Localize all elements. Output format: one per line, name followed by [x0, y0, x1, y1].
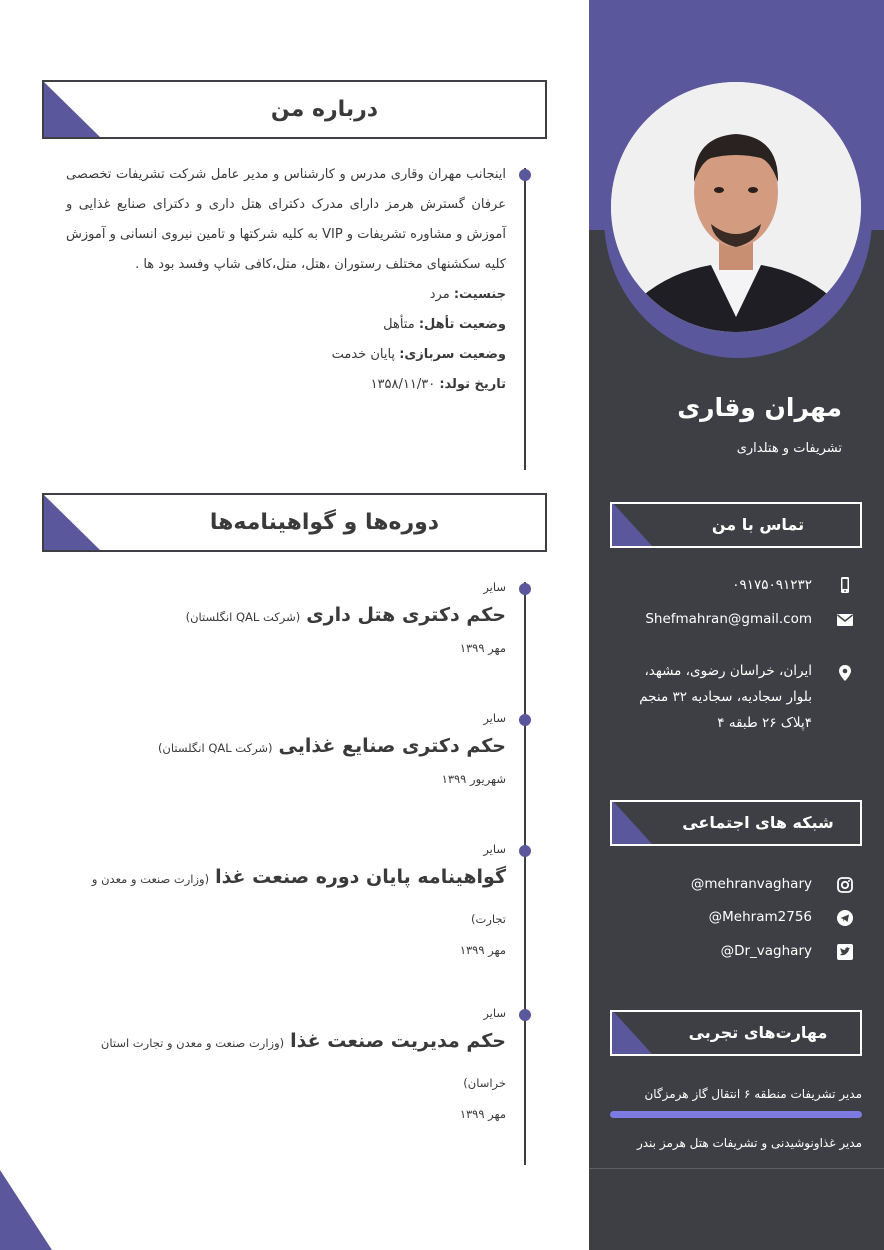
- profile-title: تشریفات و هتلداری: [736, 441, 842, 456]
- about-bio: اینجانب مهران وقاری مدرس و کارشناس و مدیر عامل شرکت تشریفات تخصصی عرفان گسترش هرمز دارای مدرک دکترای هتل داری و دکترای صنایع غذایی و آموزش و مشاوره تشریفات و VIP به کلیه شرکتها و تامین نیروی انسانی و آموزش کلیه سکشنهای مختلف رستوران ،هتل، متل،کافی شاپ وفسد بود ها .: [66, 167, 507, 272]
- social-twitter[interactable]: [632, 938, 812, 964]
- about-birth: [66, 370, 506, 400]
- course-item-3: [66, 840, 506, 962]
- gender-value: مرد: [429, 287, 450, 302]
- birth-value: ۱۳۵۸/۱۱/۳۰: [370, 377, 436, 392]
- course-category: سایر: [483, 711, 506, 725]
- gender-label: جنسیت:: [453, 287, 506, 302]
- contact-phone[interactable]: [632, 572, 812, 598]
- contact-heading-text: تماس با من: [711, 515, 805, 534]
- profile-photo: [611, 82, 861, 332]
- course-date: مهر ۱۳۹۹: [459, 641, 506, 655]
- instagram-value: @mehranvaghary: [690, 876, 812, 892]
- about-content: [66, 160, 506, 400]
- course-issuer: (شرکت QAL انگلستان): [157, 741, 273, 755]
- heading-triangle: [612, 800, 652, 844]
- marital-label: وضعیت تأهل:: [418, 317, 506, 332]
- course-title: حکم مدیریت صنعت غذا: [290, 1030, 506, 1052]
- skills-heading: [610, 1010, 862, 1056]
- course-item-4: [66, 1004, 506, 1126]
- about-gender: [66, 280, 506, 310]
- courses-heading-text: دوره‌ها و گواهینامه‌ها: [209, 510, 440, 535]
- course-title: حکم دکتری صنایع غذایی: [278, 735, 506, 757]
- military-label: وضعیت سربازی:: [399, 347, 506, 362]
- sidebar: [589, 0, 884, 1250]
- course-category: سایر: [483, 1006, 506, 1020]
- course-dot-1: [519, 583, 531, 595]
- skills-heading-text: مهارت‌های تجربی: [688, 1023, 828, 1042]
- heading-triangle: [612, 1010, 652, 1054]
- course-dot-2: [519, 714, 531, 726]
- heading-triangle: [44, 82, 100, 137]
- course-issuer: (شرکت QAL انگلستان): [185, 610, 301, 624]
- contact-email[interactable]: [632, 606, 812, 632]
- course-title-line: [66, 1022, 506, 1102]
- twitter-icon: [836, 943, 854, 961]
- heading-triangle: [44, 495, 100, 550]
- course-category: سایر: [483, 580, 506, 594]
- course-date: شهریور ۱۳۹۹: [441, 772, 506, 786]
- skill-label-1: مدیر تشریفات منطقه ۶ انتقال گاز هرمزگان: [644, 1087, 862, 1101]
- about-heading-text: درباره من: [270, 97, 379, 122]
- corner-decoration: [0, 1170, 52, 1250]
- military-value: پایان خدمت: [331, 347, 396, 362]
- course-item-2: [66, 709, 506, 791]
- telegram-icon: [836, 909, 854, 927]
- about-timeline-dot: [519, 169, 531, 181]
- course-title-line: [66, 727, 506, 767]
- course-title-line: [66, 858, 506, 938]
- birth-label: تاریخ تولد:: [439, 377, 506, 392]
- about-marital: [66, 310, 506, 340]
- contact-address: [632, 658, 812, 736]
- instagram-icon: [836, 876, 854, 894]
- phone-value: ۰۹۱۷۵۰۹۱۲۳۲: [732, 577, 812, 593]
- courses-timeline-line: [524, 582, 526, 1165]
- course-issuer: (وزارت صنعت و معدن و تجارت استان خراسان): [100, 1036, 506, 1090]
- avatar-illustration: [611, 82, 861, 332]
- profile-name: مهران وقاری: [677, 393, 842, 422]
- course-dot-3: [519, 845, 531, 857]
- course-category: سایر: [483, 842, 506, 856]
- skill-bar-fill: [610, 1111, 862, 1118]
- course-issuer: (وزارت صنعت و معدن و تجارت): [91, 872, 506, 926]
- heading-triangle: [612, 502, 652, 546]
- about-timeline-line: [524, 168, 526, 470]
- about-military: [66, 340, 506, 370]
- course-date: مهر ۱۳۹۹: [459, 943, 506, 957]
- course-title: گواهینامه پایان دوره صنعت غذا: [215, 866, 506, 888]
- location-icon: [836, 664, 854, 682]
- course-title-line: [66, 596, 506, 636]
- courses-heading: [42, 493, 547, 552]
- skill-label-2: مدیر غذاونوشیدنی و تشریفات هتل هرمز بندر: [636, 1136, 862, 1150]
- social-heading: [610, 800, 862, 846]
- social-heading-text: شبکه های اجتماعی: [682, 813, 834, 832]
- social-telegram[interactable]: [632, 904, 812, 930]
- phone-icon: [836, 576, 854, 594]
- contact-heading: [610, 502, 862, 548]
- course-date: مهر ۱۳۹۹: [459, 1107, 506, 1121]
- marital-value: متأهل: [383, 317, 415, 332]
- course-dot-4: [519, 1009, 531, 1021]
- email-icon: [836, 611, 854, 629]
- course-title: حکم دکتری هتل داری: [306, 604, 506, 626]
- sidebar-divider: [589, 1168, 884, 1169]
- about-heading: [42, 80, 547, 139]
- telegram-value: @Mehram2756: [708, 909, 812, 925]
- skill-bar-1: [610, 1111, 862, 1118]
- course-item-1: [66, 578, 506, 660]
- address-value: ایران، خراسان رضوی، مشهد، بلوار سجادیه، سجادیه ۳۲ منجم ۴پلاک ۲۶ طبقه ۴: [639, 663, 812, 731]
- email-value: Shefmahran@gmail.com: [645, 611, 812, 627]
- social-instagram[interactable]: [632, 871, 812, 897]
- twitter-value: @Dr_vaghary: [720, 943, 812, 959]
